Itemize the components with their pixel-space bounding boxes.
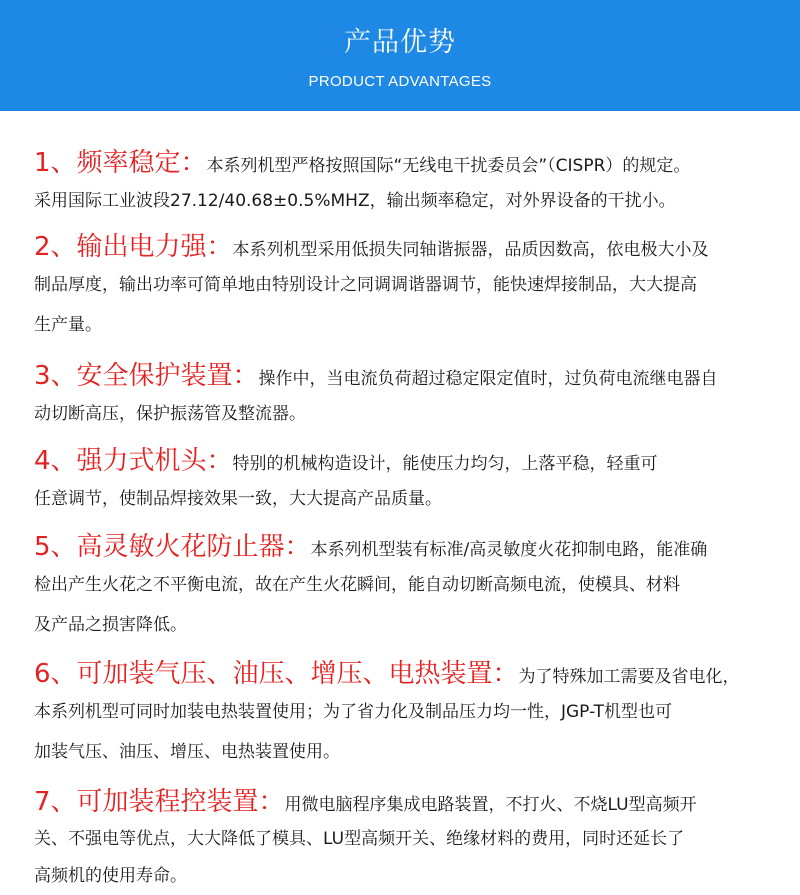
advantage-line: 及产品之损害降低。 bbox=[34, 615, 187, 635]
advantage-heading: 3、安全保护装置： bbox=[34, 361, 259, 391]
advantage-line: 加装气压、油压、增压、电热装置使用。 bbox=[34, 742, 340, 762]
advantage-heading: 2、输出电力强： bbox=[34, 232, 233, 262]
advantage-line bbox=[34, 784, 786, 820]
advantage-line bbox=[34, 443, 786, 479]
advantage-text: 特别的机械构造设计，能使压力均匀，上落平稳，轻重可 bbox=[232, 454, 658, 474]
advantage-item-1 bbox=[34, 145, 786, 221]
advantage-line: 关、不强电等优点，大大降低了模具、LU型高频开关、绝缘材料的费用，同时还延长了 bbox=[34, 829, 685, 849]
advantage-text: 为了特殊加工需要及省电化， bbox=[518, 667, 740, 687]
page-title: 产品优势 bbox=[344, 27, 456, 58]
page-subtitle: PRODUCT ADVANTAGES bbox=[308, 73, 492, 90]
advantage-line bbox=[34, 229, 786, 265]
advantage-line bbox=[34, 145, 786, 181]
advantage-line: 动切断高压，保护振荡管及整流器。 bbox=[34, 404, 306, 424]
advantage-line: 高频机的使用寿命。 bbox=[34, 866, 187, 886]
advantage-line: 生产量。 bbox=[34, 315, 102, 335]
advantage-item-7 bbox=[34, 784, 786, 894]
advantage-heading: 6、可加装气压、油压、增压、电热装置： bbox=[34, 659, 519, 689]
advantage-text: 用微电脑程序集成电路装置，不打火、不烧LU型高频开 bbox=[284, 795, 697, 815]
advantage-line bbox=[34, 358, 786, 394]
advantage-line: 制品厚度，输出功率可简单地由特别设计之同调调谐器调节，能快速焊接制品，大大提高 bbox=[34, 275, 697, 295]
advantage-line: 任意调节，使制品焊接效果一致，大大提高产品质量。 bbox=[34, 489, 442, 509]
advantage-line bbox=[34, 529, 786, 565]
advantage-item-2 bbox=[34, 229, 786, 345]
advantage-item-4 bbox=[34, 443, 786, 519]
advantage-text: 操作中，当电流负荷超过稳定限定值时，过负荷电流继电器自 bbox=[258, 369, 718, 389]
advantage-heading: 7、可加装程控装置： bbox=[34, 787, 285, 817]
advantage-item-3 bbox=[34, 358, 786, 434]
advantage-item-5 bbox=[34, 529, 786, 645]
page-header bbox=[0, 0, 800, 111]
advantage-heading: 5、高灵敏火花防止器： bbox=[34, 532, 311, 562]
advantage-text: 本系列机型采用低损失同轴谐振器，品质因数高，依电极大小及 bbox=[232, 240, 709, 260]
advantage-line: 检出产生火花之不平衡电流，故在产生火花瞬间，能自动切断高频电流，使模具、材料 bbox=[34, 575, 680, 595]
advantage-item-6 bbox=[34, 656, 786, 772]
advantage-line: 本系列机型可同时加装电热装置使用；为了省力化及制品压力均一性，JGP-T机型也可 bbox=[34, 702, 673, 722]
advantage-line bbox=[34, 656, 786, 692]
advantage-heading: 1、频率稳定： bbox=[34, 148, 207, 178]
advantage-heading: 4、强力式机头： bbox=[34, 446, 233, 476]
advantage-text: 本系列机型装有标准/高灵敏度火花抑制电路，能准确 bbox=[310, 540, 708, 560]
advantage-text: 本系列机型严格按照国际“无线电干扰委员会”（CISPR）的规定。 bbox=[206, 156, 691, 176]
advantage-line: 采用国际工业波段27.12/40.68±0.5%MHZ，输出频率稳定，对外界设备的干扰小。 bbox=[34, 191, 676, 211]
